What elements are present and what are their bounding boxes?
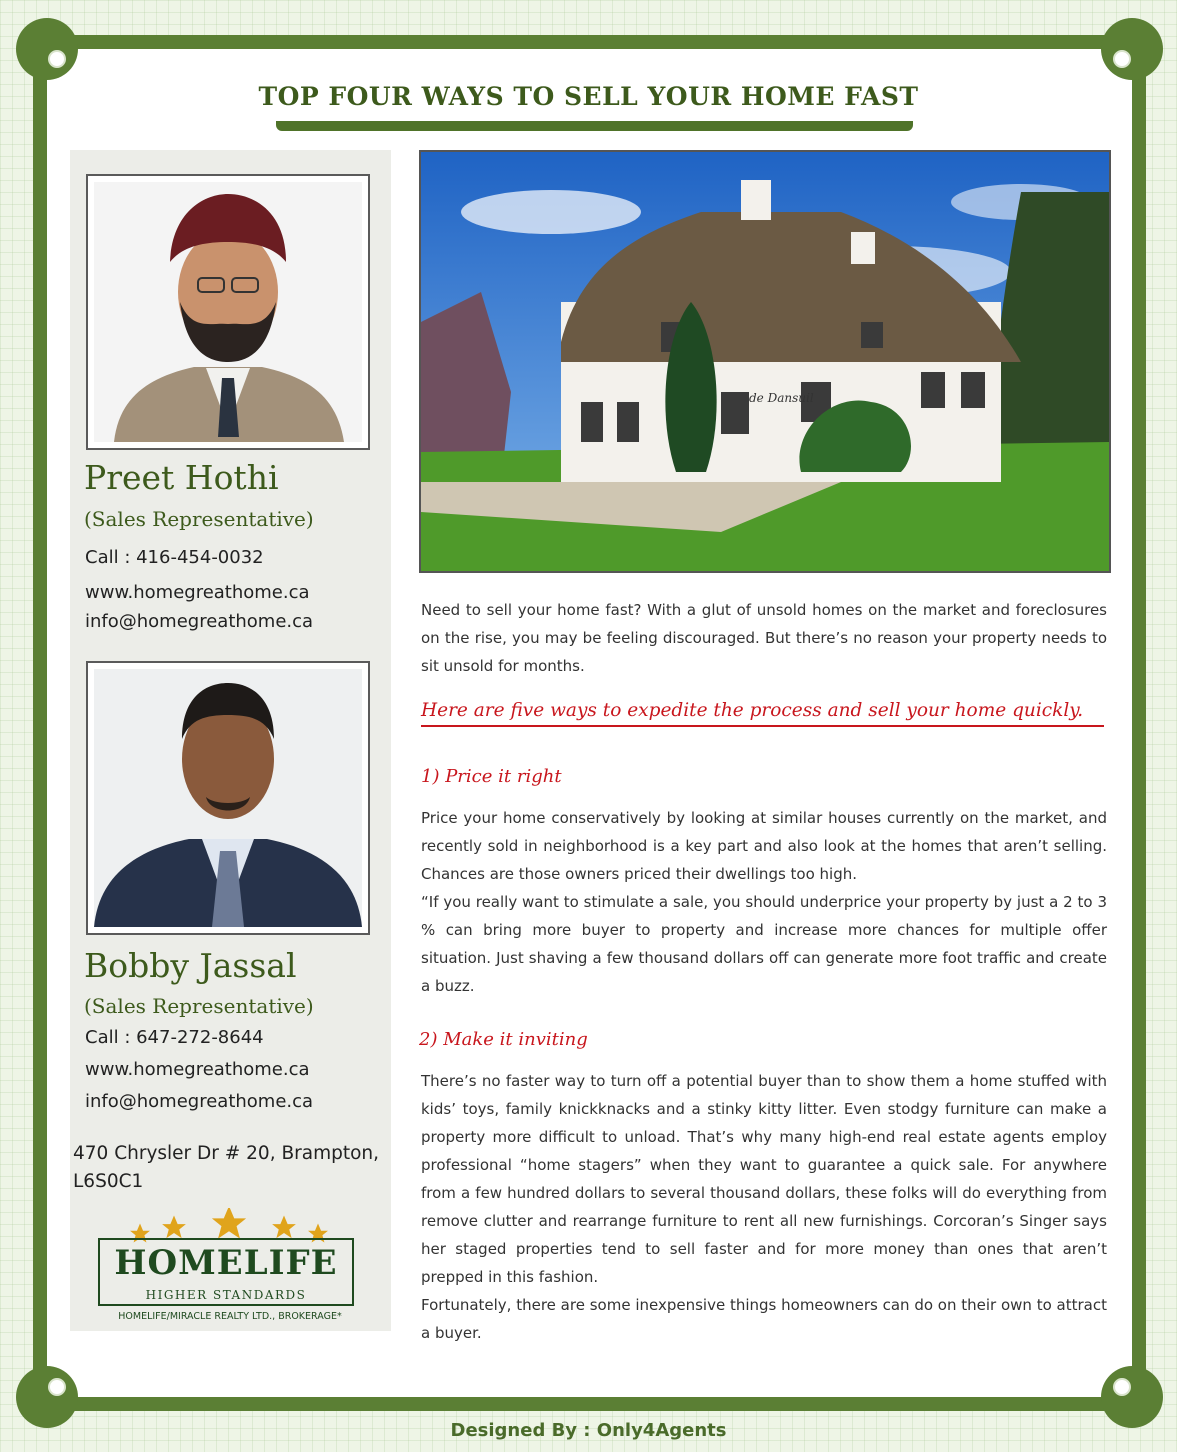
agent-role: (Sales Representative) [84,994,314,1018]
person-silhouette-icon [94,669,362,927]
frame-corner [16,18,78,80]
agent-email[interactable]: info@homegreathome.ca [85,1091,314,1112]
office-address: 470 Chrysler Dr # 20, Brampton, L6S0C1 [73,1143,380,1192]
section-heading: 1) Price it right [421,766,562,787]
portrait-image [94,669,362,927]
section-body [421,1067,1107,1347]
agent-sidebar [70,150,391,1331]
page-title: TOP FOUR WAYS TO SELL YOUR HOME FAST [258,82,919,111]
agent-name: Preet Hothi [84,458,279,497]
agent-phone: Call : 416-454-0032 [85,547,264,568]
agent-website[interactable]: www.homegreathome.ca [85,1059,310,1080]
section-paragraph: “If you really want to stimulate a sale, you should underprice your property by just a 2 to 3 % can bring more buyer to property and increase more chances for multiple offer situation. Just shaving a few thousand dollars off can generate more foot traffic and create a buzz. [421,893,1107,995]
logo-tagline: HIGHER STANDARDS [141,1288,311,1302]
agent-name: Bobby Jassal [84,946,297,985]
portrait-image [94,182,362,442]
corner-dot [1113,1378,1131,1396]
section-body [421,804,1107,1000]
agent-photo-bobby [86,661,370,935]
section-paragraph: Fortunately, there are some inexpensive things homeowners can do on their own to attract a buyer. [421,1296,1107,1342]
frame-corner [1101,18,1163,80]
highlight-line: Here are five ways to expedite the process and sell your home quickly. [421,700,1104,727]
frame-corner [16,1366,78,1428]
intro-text: Need to sell your home fast? With a glut of unsold homes on the market and foreclosures on the rise, you may be feeling discouraged. But there’s no reason your property needs to sit unsold for months. [421,601,1107,675]
agent-role: (Sales Representative) [84,507,314,531]
logo-box [98,1238,354,1306]
agent-email[interactable]: info@homegreathome.ca [85,611,314,632]
logo-brand: HOMELIFE [114,1243,338,1283]
section-paragraph: Price your home conservatively by looking at similar houses currently on the market, and recently sold in neighborhood is a key part and also look at the homes that aren’t selling. Chances are those owners priced their dwellings too high. [421,809,1107,883]
section-heading: 2) Make it inviting [419,1029,588,1050]
agent-website[interactable]: www.homegreathome.ca [85,582,310,603]
intro-paragraph [421,596,1107,680]
section-paragraph: There’s no faster way to turn off a potential buyer than to show them a home stuffed with kids’ toys, family knickknacks and a stinky kitty litter. Even stodgy furniture can make a property more difficult to unload. That’s why many high-end real estate agents employ professional “home stagers” when they want to guarantee a quick sale. For anywhere from a few hundred dollars to several thousand dollars, these folks will do everything from remove clutter and rearrange furniture to rent all new furnishings. Corcoran’s Singer says her staged properties tend to sell faster and for more money than ones that aren’t prepped in this fashion. [421,1072,1107,1286]
designer-credit: Designed By : Only4Agents [450,1420,727,1441]
agent-phone: Call : 647-272-8644 [85,1027,264,1048]
agent-photo-preet [86,174,370,450]
frame-corner [1101,1366,1163,1428]
house-sign: de Dansuil [749,391,814,405]
logo-brokerage: HOMELIFE/MIRACLE REALTY LTD., BROKERAGE* [118,1311,342,1322]
person-silhouette-icon [94,182,362,442]
corner-dot [48,50,66,68]
house-photo [419,150,1111,573]
house-image [421,152,1109,571]
corner-dot [48,1378,66,1396]
title-underline [276,121,913,131]
homelife-logo [90,1208,370,1328]
corner-dot [1113,50,1131,68]
